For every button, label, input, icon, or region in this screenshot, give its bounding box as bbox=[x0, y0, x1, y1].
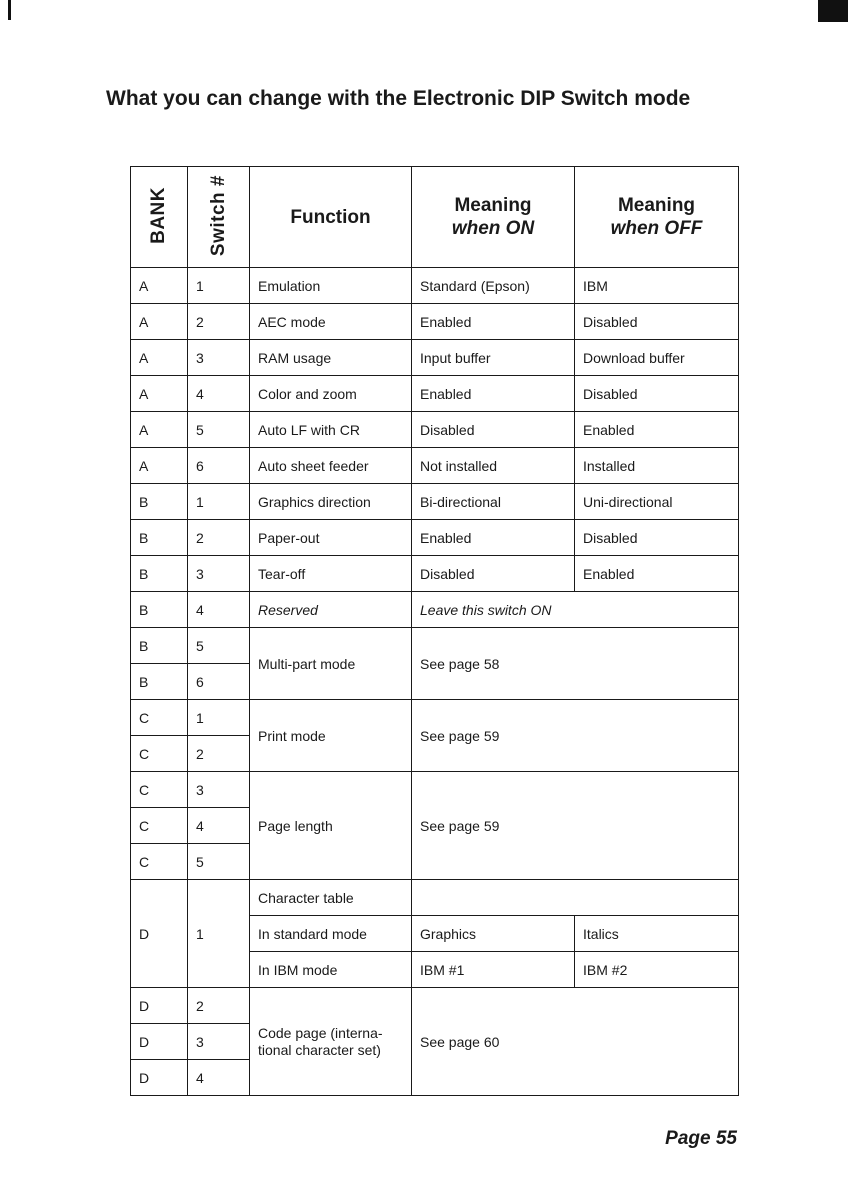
page-heading: What you can change with the Electronic DIP Switch mode bbox=[106, 87, 691, 110]
switch-cell: 1 bbox=[188, 268, 250, 304]
on-cell: Enabled bbox=[412, 304, 575, 340]
switch-cell: 5 bbox=[188, 844, 250, 880]
function-cell: AEC mode bbox=[250, 304, 412, 340]
see-page-note: See page 58 bbox=[412, 628, 739, 700]
on-cell: Input buffer bbox=[412, 340, 575, 376]
page-number: Page 55 bbox=[665, 1128, 737, 1149]
table-row-codepage bbox=[131, 988, 739, 1024]
switch-cell: 5 bbox=[188, 412, 250, 448]
see-page-note: See page 59 bbox=[412, 772, 739, 880]
on-cell: IBM #1 bbox=[412, 952, 575, 988]
off-cell: Installed bbox=[575, 448, 739, 484]
switch-cell: 3 bbox=[188, 1024, 250, 1060]
table-row-reserved bbox=[131, 592, 739, 628]
off-cell: Disabled bbox=[575, 304, 739, 340]
function-cell: Tear-off bbox=[250, 556, 412, 592]
switch-cell: 4 bbox=[188, 1060, 250, 1096]
meaning-off-header: Meaning when OFF bbox=[575, 167, 739, 268]
function-cell: Graphics direction bbox=[250, 484, 412, 520]
bank-cell: A bbox=[131, 448, 188, 484]
function-cell: Multi-part mode bbox=[250, 628, 412, 700]
switch-cell: 2 bbox=[188, 304, 250, 340]
bank-cell: B bbox=[131, 556, 188, 592]
function-cell: Emulation bbox=[250, 268, 412, 304]
on-cell: Disabled bbox=[412, 412, 575, 448]
function-cell: Auto LF with CR bbox=[250, 412, 412, 448]
bank-cell: B bbox=[131, 628, 188, 664]
function-cell: Paper-out bbox=[250, 520, 412, 556]
table-row bbox=[131, 268, 739, 304]
function-cell: Character table bbox=[250, 880, 412, 916]
table-row bbox=[131, 412, 739, 448]
dip-switch-table bbox=[130, 166, 739, 1096]
empty-cell bbox=[412, 880, 739, 916]
table-row bbox=[131, 448, 739, 484]
switch-cell: 2 bbox=[188, 988, 250, 1024]
bank-cell: D bbox=[131, 1060, 188, 1096]
table-row-printmode bbox=[131, 700, 739, 736]
on-cell: Enabled bbox=[412, 520, 575, 556]
function-cell bbox=[250, 988, 412, 1096]
bank-cell: C bbox=[131, 844, 188, 880]
function-header: Function bbox=[250, 167, 412, 268]
table-row bbox=[131, 484, 739, 520]
table-row-pagelength bbox=[131, 772, 739, 808]
off-cell: Uni-directional bbox=[575, 484, 739, 520]
on-cell: Graphics bbox=[412, 916, 575, 952]
off-cell: Enabled bbox=[575, 556, 739, 592]
header-row bbox=[131, 167, 739, 268]
bank-cell: C bbox=[131, 772, 188, 808]
bank-cell: A bbox=[131, 268, 188, 304]
on-cell: Standard (Epson) bbox=[412, 268, 575, 304]
code-page-line1: Code page (interna- bbox=[258, 1024, 383, 1041]
bank-cell: A bbox=[131, 412, 188, 448]
bank-cell: B bbox=[131, 664, 188, 700]
on-cell: Bi-directional bbox=[412, 484, 575, 520]
off-cell: Disabled bbox=[575, 520, 739, 556]
switch-cell: 4 bbox=[188, 808, 250, 844]
switch-cell: 3 bbox=[188, 556, 250, 592]
switch-cell: 1 bbox=[188, 880, 250, 988]
bank-cell: A bbox=[131, 376, 188, 412]
function-cell: Page length bbox=[250, 772, 412, 880]
off-cell: Enabled bbox=[575, 412, 739, 448]
on-cell: Disabled bbox=[412, 556, 575, 592]
function-cell: In standard mode bbox=[250, 916, 412, 952]
bank-header: BANK bbox=[131, 167, 188, 268]
off-cell: Disabled bbox=[575, 376, 739, 412]
bank-cell: D bbox=[131, 988, 188, 1024]
table-row-chartable bbox=[131, 880, 739, 916]
switch-cell: 6 bbox=[188, 664, 250, 700]
off-cell: IBM #2 bbox=[575, 952, 739, 988]
function-cell: Auto sheet feeder bbox=[250, 448, 412, 484]
table-row bbox=[131, 520, 739, 556]
switch-cell: 2 bbox=[188, 520, 250, 556]
table-row bbox=[131, 556, 739, 592]
table-row bbox=[131, 376, 739, 412]
bank-cell: C bbox=[131, 808, 188, 844]
code-page-line2: tional character set) bbox=[258, 1041, 381, 1058]
function-cell: Print mode bbox=[250, 700, 412, 772]
switch-cell: 6 bbox=[188, 448, 250, 484]
bank-cell: B bbox=[131, 484, 188, 520]
see-page-note: See page 60 bbox=[412, 988, 739, 1096]
bank-cell: D bbox=[131, 880, 188, 988]
bank-cell: A bbox=[131, 340, 188, 376]
off-cell: Download buffer bbox=[575, 340, 739, 376]
function-cell: In IBM mode bbox=[250, 952, 412, 988]
scan-corner-block bbox=[818, 0, 848, 22]
function-cell: Color and zoom bbox=[250, 376, 412, 412]
off-cell: IBM bbox=[575, 268, 739, 304]
switch-cell: 1 bbox=[188, 484, 250, 520]
switch-cell: 4 bbox=[188, 376, 250, 412]
scan-edge-mark bbox=[8, 0, 11, 20]
bank-cell: B bbox=[131, 520, 188, 556]
reserved-note: Leave this switch ON bbox=[412, 592, 739, 628]
switch-cell: 5 bbox=[188, 628, 250, 664]
bank-cell: A bbox=[131, 304, 188, 340]
on-cell: Enabled bbox=[412, 376, 575, 412]
see-page-note: See page 59 bbox=[412, 700, 739, 772]
switch-cell: 4 bbox=[188, 592, 250, 628]
off-cell: Italics bbox=[575, 916, 739, 952]
function-cell: Reserved bbox=[250, 592, 412, 628]
bank-cell: C bbox=[131, 736, 188, 772]
on-cell: Not installed bbox=[412, 448, 575, 484]
bank-cell: C bbox=[131, 700, 188, 736]
table-row bbox=[131, 340, 739, 376]
bank-cell: D bbox=[131, 1024, 188, 1060]
bank-cell: B bbox=[131, 592, 188, 628]
meaning-on-header: Meaning when ON bbox=[412, 167, 575, 268]
function-cell: RAM usage bbox=[250, 340, 412, 376]
table-row-multipart bbox=[131, 628, 739, 664]
switch-cell: 2 bbox=[188, 736, 250, 772]
switch-cell: 3 bbox=[188, 340, 250, 376]
switch-cell: 1 bbox=[188, 700, 250, 736]
table-row bbox=[131, 304, 739, 340]
switch-header: Switch # bbox=[188, 167, 250, 268]
switch-cell: 3 bbox=[188, 772, 250, 808]
